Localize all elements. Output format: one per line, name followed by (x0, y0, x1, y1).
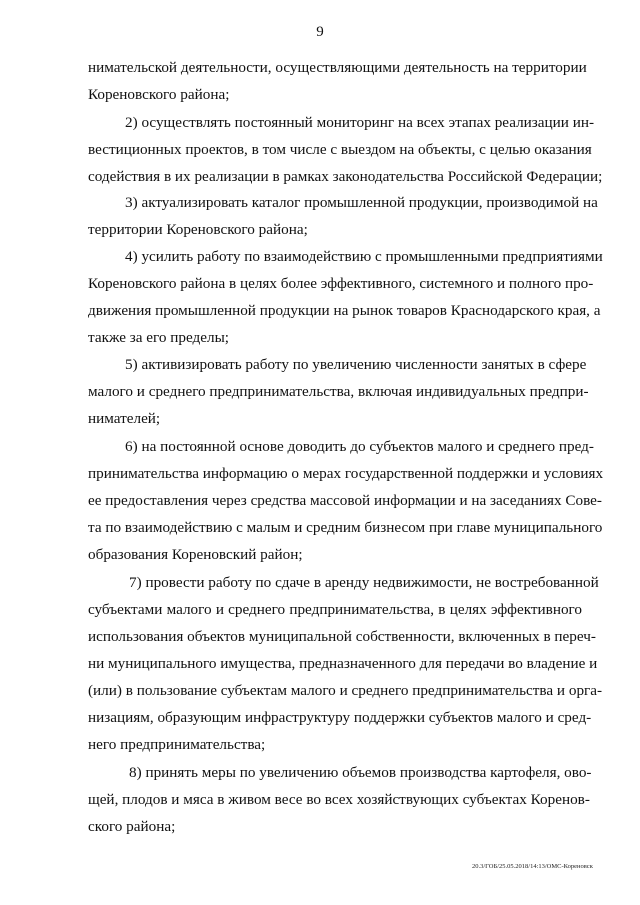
text-line: Кореновского района; (88, 86, 230, 103)
text-line: ее предоставления через средства массовой информации и на заседаниях Сове- (88, 492, 602, 509)
paragraph-7-start: 7) провести работу по сдаче в аренду недвижимости, не востребованной (129, 574, 599, 591)
text-line: содействия в их реализации в рамках законодательства Российской Федерации; (88, 168, 603, 185)
text-line: низациям, образующим инфраструктуру поддержки субъектов малого и сред- (88, 709, 592, 726)
paragraph-2-start: 2) осуществлять постоянный мониторинг на всех этапах реализации ин- (125, 114, 595, 131)
text-line: нимательской деятельности, осуществляющими деятельность на территории (88, 59, 587, 76)
text-line: субъектами малого и среднего предпринимательства, в целях эффективного (88, 601, 582, 618)
text-line: принимательства информацию о мерах государственной поддержки и условиях (88, 465, 604, 482)
paragraph-5-start: 5) активизировать работу по увеличению численности занятых в сфере (125, 356, 587, 373)
paragraph-8-start: 8) принять меры по увеличению объемов производства картофеля, ово- (129, 764, 592, 781)
text-line: движения промышленной продукции на рынок товаров Краснодарского края, а (88, 302, 601, 319)
text-line: щей, плодов и мяса в живом весе во всех хозяйствующих субъектах Коренов- (88, 791, 590, 808)
page-number: 9 (316, 24, 324, 40)
text-line: малого и среднего предпринимательства, включая индивидуальных предпри- (88, 383, 589, 400)
text-line: вестиционных проектов, в том числе с выездом на объекты, с целью оказания (88, 141, 592, 158)
text-line: также за его пределы; (88, 329, 230, 346)
text-line: него предпринимательства; (88, 736, 266, 753)
text-line: нимателей; (88, 410, 161, 427)
text-line: Кореновского района в целях более эффективного, системного и полного про- (88, 275, 594, 292)
document-footer-stamp: 20.3/ГОБ/25.05.2018/14:13/ОМС-Кореновск (472, 863, 593, 870)
text-line: та по взаимодействию с малым и средним бизнесом при главе муниципального (88, 519, 603, 536)
text-line: образования Кореновский район; (88, 546, 303, 563)
paragraph-6-start: 6) на постоянной основе доводить до субъектов малого и среднего пред- (125, 438, 594, 455)
text-line: ского района; (88, 818, 176, 835)
text-line: (или) в пользование субъектам малого и среднего предпринимательства и орга- (88, 682, 603, 699)
paragraph-3-start: 3) актуализировать каталог промышленной продукции, производимой на (125, 194, 598, 211)
text-line: использования объектов муниципальной собственности, включенных в переч- (88, 628, 596, 645)
text-line: территории Кореновского района; (88, 221, 308, 238)
paragraph-4-start: 4) усилить работу по взаимодействию с промышленными предприятиями (125, 248, 603, 265)
text-line: ни муниципального имущества, предназначенного для передачи во владение и (88, 655, 598, 672)
